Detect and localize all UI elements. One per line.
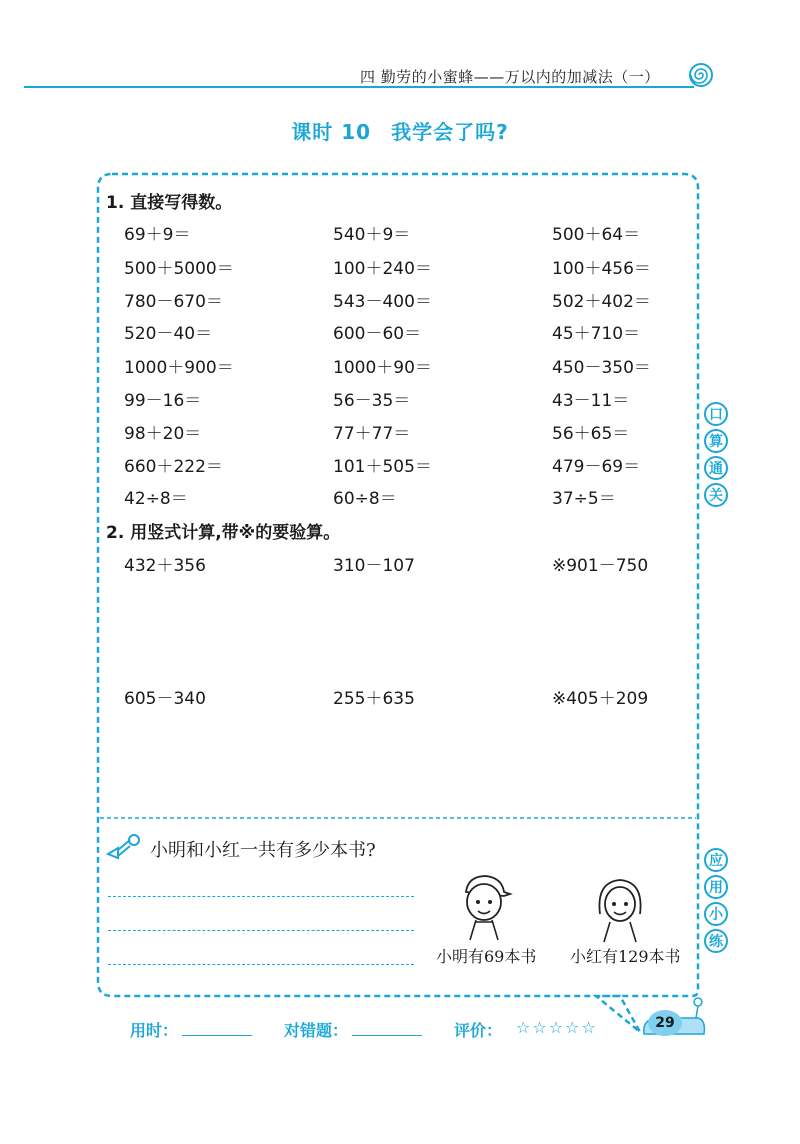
vertical-problem: 310－107 bbox=[333, 556, 415, 576]
vertical-problem: 432＋356 bbox=[124, 556, 206, 576]
problem: 780－670＝ bbox=[124, 292, 223, 312]
problem: 1000＋900＝ bbox=[124, 358, 234, 378]
vertical-problem: ※901－750 bbox=[552, 556, 649, 576]
spiral-icon bbox=[688, 62, 714, 88]
time-blank[interactable] bbox=[182, 1021, 252, 1036]
problem: 99－16＝ bbox=[124, 391, 202, 411]
problem: 60÷8＝ bbox=[333, 489, 397, 509]
problem: 42÷8＝ bbox=[124, 489, 188, 509]
problem: 100＋456＝ bbox=[552, 259, 651, 279]
problem: 45＋710＝ bbox=[552, 324, 641, 344]
time-label: 用时： bbox=[130, 1021, 179, 1040]
problem: 69＋9＝ bbox=[124, 225, 191, 245]
problem: 43－11＝ bbox=[552, 391, 630, 411]
problem: 100＋240＝ bbox=[333, 259, 432, 279]
side-tag-char: 应 bbox=[704, 848, 728, 872]
girl-caption: 小红有129本书 bbox=[570, 947, 681, 966]
problem: 500＋5000＝ bbox=[124, 259, 234, 279]
problem: 77＋77＝ bbox=[333, 424, 411, 444]
section1-title: 1. 直接写得数。 bbox=[106, 193, 233, 213]
girl-illustration bbox=[590, 874, 650, 944]
errors-field bbox=[284, 1018, 422, 1041]
trumpet-icon bbox=[104, 832, 144, 862]
time-field bbox=[130, 1018, 252, 1041]
answer-line[interactable] bbox=[108, 930, 414, 931]
rating-field bbox=[454, 1018, 502, 1041]
problem: 37÷5＝ bbox=[552, 489, 616, 509]
problem: 450－350＝ bbox=[552, 358, 651, 378]
lesson-heading bbox=[0, 116, 800, 145]
problem: 101＋505＝ bbox=[333, 457, 432, 477]
vertical-problem: ※405＋209 bbox=[552, 689, 649, 709]
errors-blank[interactable] bbox=[352, 1021, 422, 1036]
lesson-number: 课时 10 bbox=[291, 120, 372, 144]
side-tag-oral bbox=[704, 402, 730, 510]
application-question: 小明和小红一共有多少本书? bbox=[150, 840, 376, 861]
vertical-problem: 605－340 bbox=[124, 689, 206, 709]
side-tag-char: 用 bbox=[704, 875, 728, 899]
page-number: 29 bbox=[648, 1010, 682, 1036]
rating-label: 评价： bbox=[454, 1021, 503, 1040]
rating-stars[interactable]: ☆☆☆☆☆ bbox=[516, 1018, 598, 1037]
side-tag-char: 小 bbox=[704, 902, 728, 926]
problem: 479－69＝ bbox=[552, 457, 641, 477]
boy-illustration bbox=[454, 870, 514, 942]
problem: 543－400＝ bbox=[333, 292, 432, 312]
section2-title: 2. 用竖式计算,带※的要验算。 bbox=[106, 523, 341, 543]
answer-line[interactable] bbox=[108, 964, 414, 965]
problem: 502＋402＝ bbox=[552, 292, 651, 312]
problem: 600－60＝ bbox=[333, 324, 422, 344]
answer-line[interactable] bbox=[108, 896, 414, 897]
boy-caption: 小明有69本书 bbox=[436, 947, 537, 966]
problem: 56＋65＝ bbox=[552, 424, 630, 444]
errors-label: 对错题： bbox=[284, 1021, 349, 1040]
side-tag-char: 通 bbox=[704, 456, 728, 480]
side-tag-application bbox=[704, 848, 730, 956]
side-tag-char: 练 bbox=[704, 929, 728, 953]
problem: 500＋64＝ bbox=[552, 225, 641, 245]
chapter-title: 四 勤劳的小蜜蜂——万以内的加减法（一） bbox=[360, 68, 660, 86]
problem: 1000＋90＝ bbox=[333, 358, 432, 378]
side-tag-char: 算 bbox=[704, 429, 728, 453]
problem: 660＋222＝ bbox=[124, 457, 223, 477]
lesson-title: 我学会了吗? bbox=[391, 120, 509, 144]
problem: 56－35＝ bbox=[333, 391, 411, 411]
problem: 540＋9＝ bbox=[333, 225, 411, 245]
vertical-problem: 255＋635 bbox=[333, 689, 415, 709]
header-rule bbox=[24, 86, 694, 88]
problem: 520－40＝ bbox=[124, 324, 213, 344]
side-tag-char: 口 bbox=[704, 402, 728, 426]
side-tag-char: 关 bbox=[704, 483, 728, 507]
problem: 98＋20＝ bbox=[124, 424, 202, 444]
